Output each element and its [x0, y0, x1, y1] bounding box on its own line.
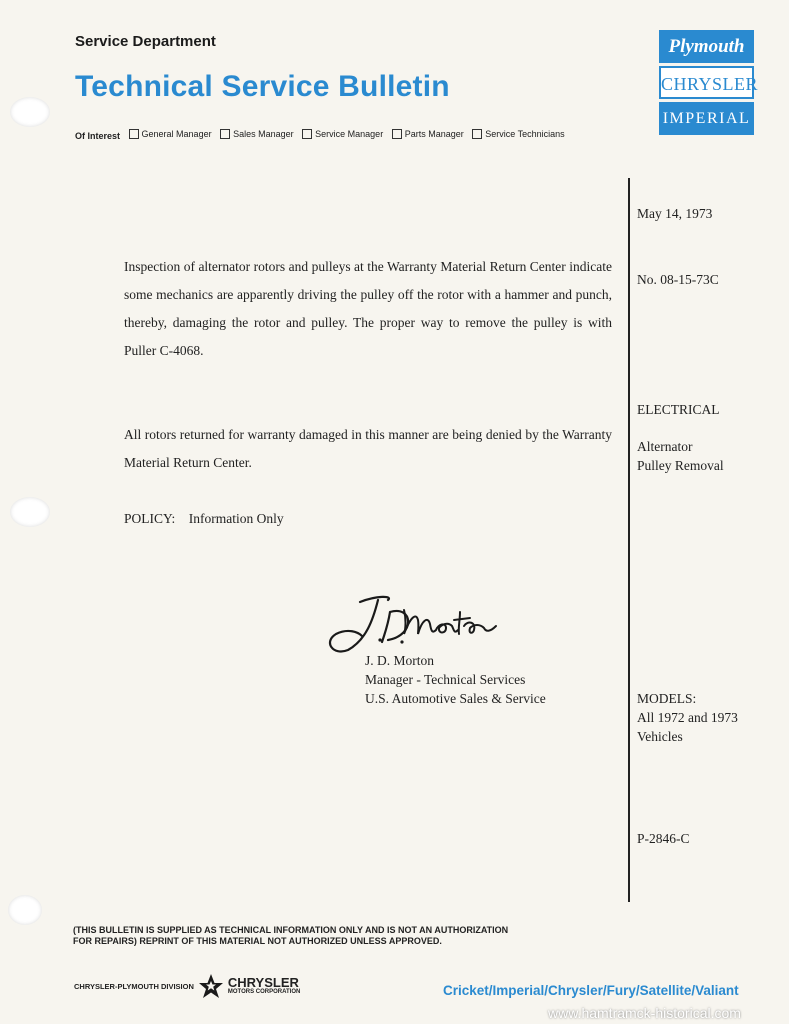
audience-parts-manager: Parts Manager [392, 129, 464, 139]
policy-label: POLICY: [124, 511, 176, 526]
audience-general-manager: General Manager [129, 129, 212, 139]
brand-logos [659, 30, 759, 138]
binder-hole-top [10, 97, 50, 127]
corporation-subtitle: MOTORS CORPORATION [227, 989, 301, 995]
binder-hole-bottom [8, 895, 42, 925]
form-number: P-2846-C [637, 831, 690, 846]
models-block [637, 689, 738, 746]
department-title: Service Department [75, 33, 216, 50]
policy-line [124, 505, 612, 533]
plymouth-logo: Plymouth [659, 30, 754, 63]
body-paragraph: All rotors returned for warranty damaged in this manner are being denied by the Warranty Material Return Center. [124, 427, 612, 470]
imperial-logo: IMPERIAL [659, 102, 754, 135]
policy-value: Information Only [188, 511, 284, 526]
checkbox-icon [302, 129, 312, 139]
disclaimer: (THIS BULLETIN IS SUPPLIED AS TECHNICAL INFORMATION ONLY AND IS NOT AN AUTHORIZATION FOR REPAIRS) REPRINT OF THIS MATERIAL NOT AUTHORIZED UNLESS APPROVED. [73, 925, 509, 946]
of-interest-label: Of Interest [75, 131, 121, 141]
of-interest-row [75, 129, 571, 141]
pentastar-icon [198, 973, 224, 999]
bulletin-subject [637, 437, 724, 475]
checkbox-icon [220, 129, 230, 139]
subject-line: Pulley Removal [637, 458, 724, 473]
chrysler-logo: CHRYSLER [659, 66, 754, 99]
sidebar-divider [628, 178, 630, 902]
checkbox-icon [392, 129, 402, 139]
signature-block [365, 651, 546, 708]
body-paragraph: Inspection of alternator rotors and pulleys at the Warranty Material Return Center indicate some mechanics are apparently driving the pulley off the rotor with a hammer and punch, thereby, damaging the rotor and pulley. The proper way to remove the pulley is with Puller C-4068. [124, 259, 612, 358]
bulletin-category: ELECTRICAL [637, 402, 720, 417]
division-label: CHRYSLER-PLYMOUTH DIVISION [74, 981, 194, 991]
bulletin-number: No. 08-15-73C [637, 272, 719, 287]
subject-line: Alternator [637, 439, 693, 454]
signer-name: J. D. Morton [365, 653, 435, 668]
checkbox-icon [472, 129, 482, 139]
audience-service-technicians: Service Technicians [472, 129, 564, 139]
audience-sales-manager: Sales Manager [220, 129, 294, 139]
corporation-name: CHRYSLER [227, 975, 299, 990]
checkbox-icon [129, 129, 139, 139]
bulletin-title: Technical Service Bulletin [75, 70, 450, 103]
watermark: www.hamtramck-historical.com [548, 1005, 741, 1021]
binder-hole-middle [10, 497, 50, 527]
bulletin-date: May 14, 1973 [637, 206, 713, 221]
signer-title: Manager - Technical Services [365, 672, 526, 687]
signer-org: U.S. Automotive Sales & Service [365, 691, 546, 706]
models-label: MODELS: [637, 691, 697, 706]
models-line: Vehicles [637, 729, 683, 744]
corporation-footer [74, 972, 300, 1000]
model-lineup: Cricket/Imperial/Chrysler/Fury/Satellite/Valiant [443, 983, 739, 998]
audience-service-manager: Service Manager [302, 129, 383, 139]
models-line: All 1972 and 1973 [637, 710, 738, 725]
